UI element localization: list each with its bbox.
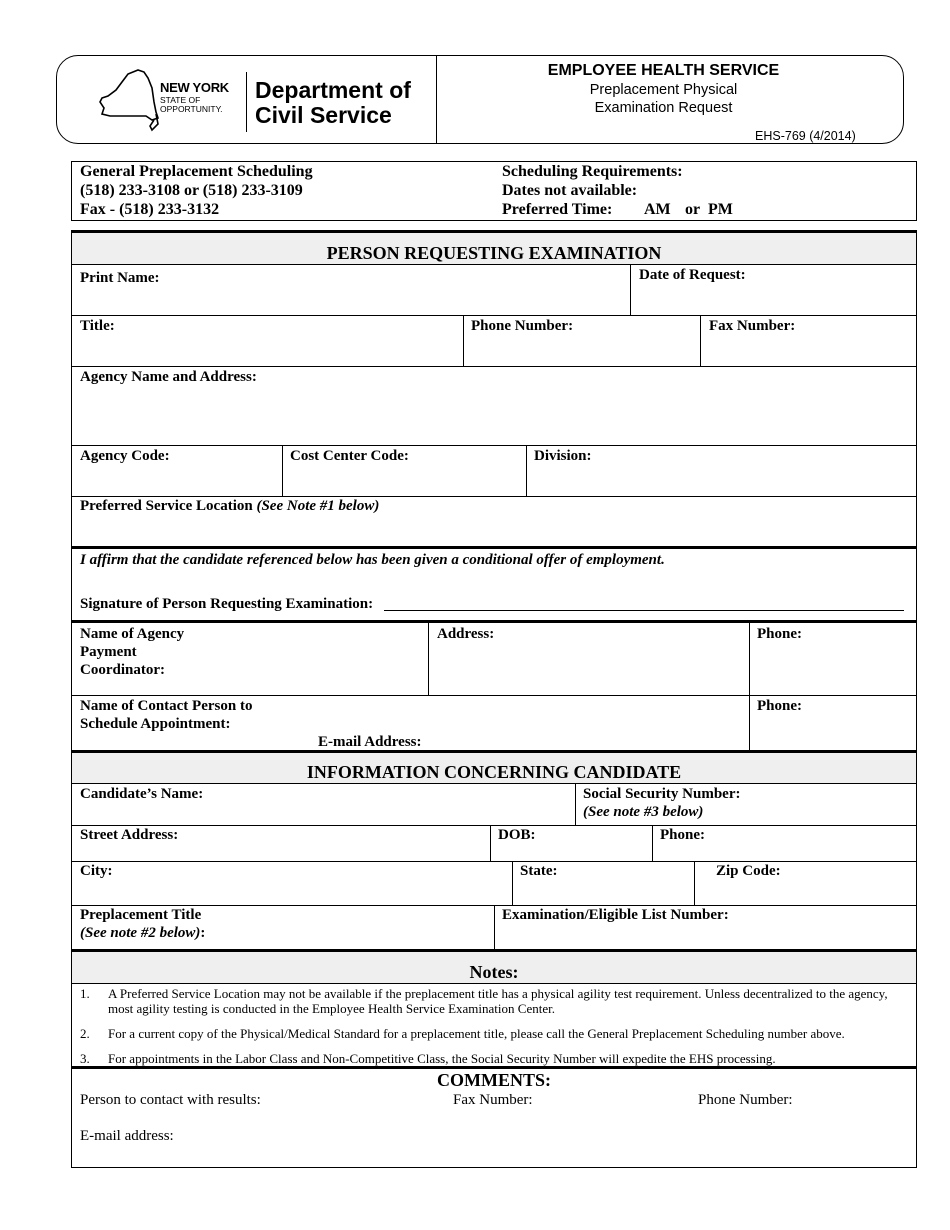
email-address-field[interactable]: [430, 732, 747, 750]
preferred-location-note: (See Note #1 below): [256, 498, 380, 514]
ssn-note: (See note #3 below): [583, 804, 704, 820]
preferred-location-text: Preferred Service Location: [80, 498, 253, 514]
ssn-label: Social Security Number:: [583, 786, 741, 802]
state-label: State:: [520, 863, 558, 879]
coordinator-address-label: Address:: [437, 626, 495, 642]
street-address-label: Street Address:: [80, 827, 179, 843]
contact-person-label-2: Schedule Appointment:: [80, 716, 231, 732]
affirm-statement: I affirm that the candidate referenced below has been given a conditional offer of employment.: [80, 552, 665, 568]
new-york-state-logo: [98, 68, 160, 132]
city-label: City:: [80, 863, 113, 879]
contact-results-label: Person to contact with results:: [80, 1092, 261, 1108]
signature-label: Signature of Person Requesting Examination:: [80, 596, 374, 612]
comments-email-label: E-mail address:: [80, 1128, 174, 1144]
form-title: EMPLOYEE HEALTH SERVICE: [547, 62, 780, 79]
or-text: or: [685, 201, 701, 218]
fax-number-field[interactable]: [701, 316, 916, 365]
note-3-number: 3.: [80, 1051, 90, 1066]
exam-list-label: Examination/Eligible List Number:: [502, 907, 729, 923]
coordinator-phone-field[interactable]: [750, 623, 916, 694]
date-of-request-field[interactable]: [631, 265, 916, 315]
rule: [71, 1066, 917, 1069]
print-name-label: Print Name:: [80, 270, 160, 286]
payment-coordinator-label-1: Name of Agency: [80, 626, 185, 642]
scheduling-requirements: Scheduling Requirements:: [502, 163, 683, 180]
form-number: EHS-769 (4/2014): [755, 129, 856, 143]
rule: [71, 983, 917, 984]
note-1-text: A Preferred Service Location may not be available if the preplacement title has a physical agility test requirement. Unless decentralized to the agency, most agility testing is conducted in the Employee Health Service Examination Center.: [108, 986, 888, 1016]
preplacement-note: (See note #2 below): [80, 925, 201, 941]
candidate-name-label: Candidate’s Name:: [80, 786, 204, 802]
date-of-request-label: Date of Request:: [639, 267, 746, 283]
note-3-text: For appointments in the Labor Class and Non-Competitive Class, the Social Security Number will expedite the EHS processing.: [108, 1051, 776, 1066]
coordinator-phone-label: Phone:: [757, 626, 802, 642]
cost-center-label: Cost Center Code:: [290, 448, 409, 464]
street-address-field[interactable]: [72, 826, 489, 860]
title-label: Title:: [80, 318, 115, 334]
logo-line-1: NEW YORK: [160, 80, 229, 95]
scheduling-title: General Preplacement Scheduling: [80, 163, 313, 180]
comments-phone-label: Phone Number:: [698, 1092, 793, 1108]
dob-field[interactable]: [491, 826, 651, 860]
signature-line[interactable]: [384, 610, 904, 611]
form-subtitle-2: Examination Request: [594, 100, 733, 116]
preplacement-colon: :: [200, 925, 206, 941]
candidate-phone-label: Phone:: [660, 827, 705, 843]
note-1-number: 1.: [80, 986, 90, 1001]
scheduling-phone: (518) 233-3108 or (518) 233-3109: [80, 182, 303, 199]
agency-code-field[interactable]: [72, 446, 281, 495]
phone-number-label: Phone Number:: [471, 318, 574, 334]
contact-phone-label: Phone:: [757, 698, 802, 714]
preplacement-title-label: Preplacement Title: [80, 907, 202, 923]
comments-field[interactable]: [72, 1110, 916, 1166]
payment-coordinator-field[interactable]: [72, 623, 427, 694]
contact-person-label-1: Name of Contact Person to: [80, 698, 253, 714]
note-2-number: 2.: [80, 1026, 90, 1041]
note-2-text: For a current copy of the Physical/Medical Standard for a preplacement title, please call the General Preplacement Scheduling number above.: [108, 1026, 845, 1041]
logo-line-2: STATE OF: [160, 95, 201, 105]
notes-title: Notes:: [469, 962, 519, 982]
comments-title: COMMENTS:: [437, 1070, 551, 1090]
section-title-candidate: INFORMATION CONCERNING CANDIDATE: [306, 762, 682, 782]
agency-name-address-field[interactable]: [72, 367, 916, 445]
print-name-field[interactable]: [72, 265, 630, 315]
am-option[interactable]: AM: [644, 201, 671, 218]
pm-option[interactable]: PM: [708, 201, 733, 218]
preferred-location-field[interactable]: [72, 515, 916, 545]
section-title-requester: PERSON REQUESTING EXAMINATION: [326, 243, 662, 263]
preplacement-title-field[interactable]: [215, 906, 493, 948]
dates-not-available: Dates not available:: [502, 182, 638, 199]
coordinator-address-field[interactable]: [429, 623, 748, 694]
comments-fax-label: Fax Number:: [453, 1092, 533, 1108]
rule: [575, 783, 576, 825]
payment-coordinator-label-3: Coordinator:: [80, 662, 165, 678]
cost-center-field[interactable]: [283, 446, 525, 495]
agency-code-label: Agency Code:: [80, 448, 170, 464]
candidate-name-field[interactable]: [72, 784, 574, 824]
title-field[interactable]: [72, 316, 462, 365]
logo-line-3: OPPORTUNITY.: [160, 104, 223, 114]
rule: [71, 546, 917, 549]
state-field[interactable]: [513, 862, 693, 904]
ssn-field[interactable]: [756, 784, 916, 824]
zip-code-field[interactable]: [695, 862, 916, 904]
email-address-label: E-mail Address:: [318, 734, 422, 750]
zip-code-label: Zip Code:: [716, 863, 781, 879]
payment-coordinator-label-2: Payment: [80, 644, 137, 660]
agency-name-address-label: Agency Name and Address:: [80, 369, 257, 385]
city-field[interactable]: [72, 862, 511, 904]
contact-person-field[interactable]: [250, 696, 747, 730]
division-label: Division:: [534, 448, 592, 464]
scheduling-fax: Fax - (518) 233-3132: [80, 201, 220, 218]
phone-number-field[interactable]: [464, 316, 700, 365]
dept-line-2: Civil Service: [255, 102, 392, 128]
fax-number-label: Fax Number:: [709, 318, 796, 334]
exam-list-field[interactable]: [495, 924, 916, 948]
contact-phone-field[interactable]: [750, 696, 916, 750]
division-field[interactable]: [527, 446, 916, 495]
preplacement-note-label: [80, 924, 205, 942]
form-subtitle-1: Preplacement Physical: [589, 82, 738, 98]
candidate-phone-field[interactable]: [653, 826, 916, 860]
dept-line-1: Department of: [255, 77, 411, 103]
logo-divider: [246, 72, 247, 132]
preferred-time: Preferred Time:: [502, 201, 613, 218]
preferred-location-label: [80, 497, 379, 515]
dob-label: DOB:: [498, 827, 536, 843]
